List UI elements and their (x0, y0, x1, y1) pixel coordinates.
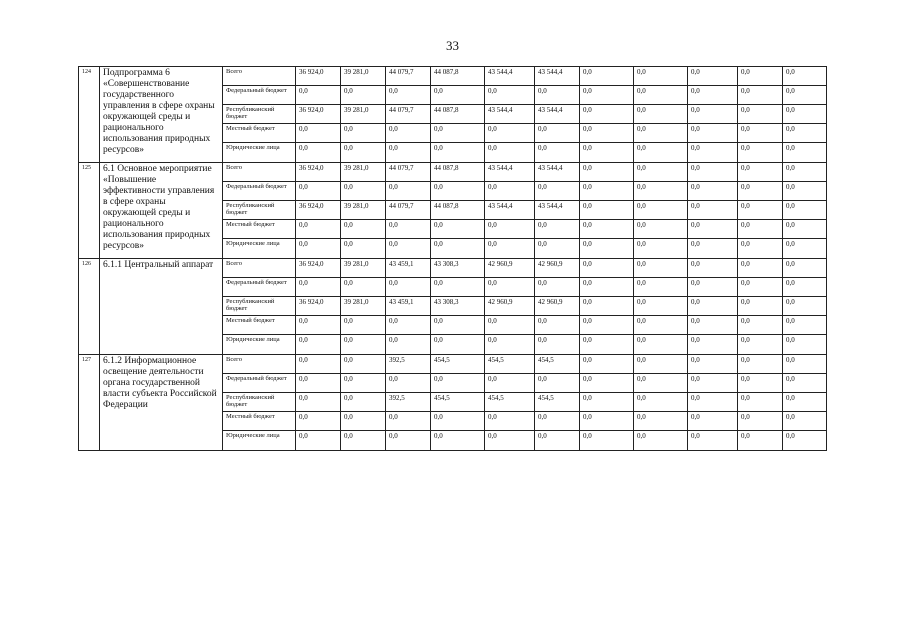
amount-cell: 0,0 (431, 182, 485, 201)
amount-cell: 454,5 (431, 355, 485, 374)
amount-cell: 0,0 (783, 201, 827, 220)
amount-cell: 0,0 (535, 86, 580, 105)
amount-cell: 0,0 (783, 124, 827, 143)
amount-cell: 44 079,7 (386, 67, 431, 86)
amount-cell: 0,0 (738, 355, 783, 374)
amount-cell: 0,0 (688, 201, 738, 220)
amount-cell: 0,0 (688, 259, 738, 278)
amount-cell: 0,0 (431, 412, 485, 431)
table-row (79, 163, 827, 182)
amount-cell: 0,0 (296, 239, 341, 259)
amount-cell: 0,0 (783, 412, 827, 431)
amount-cell: 0,0 (738, 297, 783, 316)
amount-cell: 0,0 (688, 124, 738, 143)
amount-cell: 0,0 (341, 278, 386, 297)
amount-cell: 0,0 (431, 278, 485, 297)
funding-source: Всего (223, 163, 296, 182)
amount-cell: 0,0 (296, 355, 341, 374)
amount-cell: 0,0 (634, 412, 688, 431)
amount-cell: 0,0 (535, 335, 580, 355)
amount-cell: 0,0 (580, 297, 634, 316)
amount-cell: 0,0 (535, 316, 580, 335)
amount-cell: 43 544,4 (485, 201, 535, 220)
amount-cell: 44 087,8 (431, 67, 485, 86)
amount-cell: 0,0 (386, 412, 431, 431)
amount-cell: 0,0 (634, 297, 688, 316)
amount-cell: 0,0 (688, 278, 738, 297)
amount-cell: 0,0 (634, 201, 688, 220)
amount-cell: 0,0 (386, 124, 431, 143)
amount-cell: 0,0 (296, 374, 341, 393)
amount-cell: 0,0 (688, 86, 738, 105)
amount-cell: 0,0 (535, 124, 580, 143)
amount-cell: 0,0 (296, 335, 341, 355)
amount-cell: 0,0 (535, 412, 580, 431)
amount-cell: 0,0 (431, 335, 485, 355)
amount-cell: 0,0 (783, 182, 827, 201)
amount-cell: 0,0 (580, 355, 634, 374)
amount-cell: 0,0 (738, 67, 783, 86)
amount-cell: 0,0 (341, 239, 386, 259)
amount-cell: 0,0 (634, 86, 688, 105)
table-row (79, 259, 827, 278)
funding-source: Местный бюджет (223, 124, 296, 143)
funding-source: Юридические лица (223, 431, 296, 451)
amount-cell: 42 960,9 (485, 259, 535, 278)
amount-cell: 44 087,8 (431, 201, 485, 220)
amount-cell: 0,0 (688, 374, 738, 393)
amount-cell: 0,0 (341, 374, 386, 393)
amount-cell: 43 544,4 (535, 163, 580, 182)
amount-cell: 0,0 (535, 239, 580, 259)
amount-cell: 39 281,0 (341, 163, 386, 182)
amount-cell: 39 281,0 (341, 201, 386, 220)
amount-cell: 0,0 (296, 182, 341, 201)
amount-cell: 0,0 (783, 67, 827, 86)
amount-cell: 0,0 (634, 316, 688, 335)
amount-cell: 39 281,0 (341, 297, 386, 316)
amount-cell: 0,0 (485, 412, 535, 431)
amount-cell: 0,0 (634, 67, 688, 86)
amount-cell: 0,0 (634, 163, 688, 182)
amount-cell: 44 079,7 (386, 163, 431, 182)
amount-cell: 0,0 (783, 393, 827, 412)
row-number: 124 (79, 67, 100, 163)
amount-cell: 0,0 (296, 143, 341, 163)
amount-cell: 0,0 (386, 374, 431, 393)
amount-cell: 0,0 (341, 86, 386, 105)
amount-cell: 42 960,9 (535, 259, 580, 278)
amount-cell: 0,0 (634, 239, 688, 259)
amount-cell: 0,0 (783, 316, 827, 335)
amount-cell: 0,0 (386, 431, 431, 451)
amount-cell: 0,0 (580, 201, 634, 220)
funding-source: Республиканский бюджет (223, 201, 296, 220)
amount-cell: 0,0 (738, 105, 783, 124)
funding-source: Всего (223, 259, 296, 278)
amount-cell: 0,0 (431, 143, 485, 163)
amount-cell: 44 087,8 (431, 163, 485, 182)
amount-cell: 36 924,0 (296, 201, 341, 220)
amount-cell: 454,5 (535, 355, 580, 374)
amount-cell: 0,0 (580, 393, 634, 412)
program-name: 6.1.2 Информационное освещение деятельности органа государственной власти субъекта Российской Федерации (100, 355, 223, 451)
funding-source: Республиканский бюджет (223, 393, 296, 412)
amount-cell: 0,0 (634, 220, 688, 239)
amount-cell: 36 924,0 (296, 67, 341, 86)
amount-cell: 0,0 (386, 335, 431, 355)
program-name: 6.1.1 Центральный аппарат (100, 259, 223, 355)
page-number: 33 (446, 38, 459, 53)
amount-cell: 39 281,0 (341, 259, 386, 278)
amount-cell: 0,0 (634, 124, 688, 143)
funding-source: Федеральный бюджет (223, 182, 296, 201)
funding-source: Юридические лица (223, 143, 296, 163)
amount-cell: 0,0 (580, 259, 634, 278)
amount-cell: 0,0 (738, 335, 783, 355)
amount-cell: 43 459,1 (386, 297, 431, 316)
amount-cell: 0,0 (580, 143, 634, 163)
amount-cell: 0,0 (634, 374, 688, 393)
amount-cell: 0,0 (783, 374, 827, 393)
amount-cell: 0,0 (431, 124, 485, 143)
amount-cell: 0,0 (341, 355, 386, 374)
amount-cell: 0,0 (738, 412, 783, 431)
amount-cell: 0,0 (341, 182, 386, 201)
amount-cell: 0,0 (580, 239, 634, 259)
amount-cell: 0,0 (580, 335, 634, 355)
amount-cell: 0,0 (634, 393, 688, 412)
amount-cell: 0,0 (783, 431, 827, 451)
amount-cell: 44 079,7 (386, 105, 431, 124)
amount-cell: 0,0 (341, 220, 386, 239)
amount-cell: 0,0 (485, 431, 535, 451)
amount-cell: 0,0 (386, 143, 431, 163)
row-number: 126 (79, 259, 100, 355)
amount-cell: 0,0 (431, 374, 485, 393)
amount-cell: 0,0 (341, 431, 386, 451)
amount-cell: 43 544,4 (535, 105, 580, 124)
amount-cell: 0,0 (634, 335, 688, 355)
amount-cell: 0,0 (783, 143, 827, 163)
amount-cell: 0,0 (386, 278, 431, 297)
amount-cell: 0,0 (431, 431, 485, 451)
amount-cell: 0,0 (296, 412, 341, 431)
amount-cell: 0,0 (580, 374, 634, 393)
amount-cell: 44 087,8 (431, 105, 485, 124)
amount-cell: 0,0 (485, 335, 535, 355)
amount-cell: 0,0 (634, 182, 688, 201)
table-row (79, 67, 827, 86)
amount-cell: 39 281,0 (341, 67, 386, 86)
amount-cell: 0,0 (535, 431, 580, 451)
amount-cell: 0,0 (296, 278, 341, 297)
table-row (79, 355, 827, 374)
funding-source: Федеральный бюджет (223, 86, 296, 105)
amount-cell: 454,5 (485, 393, 535, 412)
amount-cell: 43 308,3 (431, 259, 485, 278)
amount-cell: 42 960,9 (485, 297, 535, 316)
amount-cell: 0,0 (783, 105, 827, 124)
amount-cell: 0,0 (485, 278, 535, 297)
amount-cell: 0,0 (341, 124, 386, 143)
amount-cell: 36 924,0 (296, 297, 341, 316)
amount-cell: 39 281,0 (341, 105, 386, 124)
amount-cell: 0,0 (296, 316, 341, 335)
amount-cell: 0,0 (783, 335, 827, 355)
amount-cell: 0,0 (341, 393, 386, 412)
amount-cell: 0,0 (738, 259, 783, 278)
amount-cell: 0,0 (580, 105, 634, 124)
amount-cell: 0,0 (783, 355, 827, 374)
amount-cell: 0,0 (688, 182, 738, 201)
amount-cell: 0,0 (688, 220, 738, 239)
amount-cell: 0,0 (783, 86, 827, 105)
funding-source: Всего (223, 355, 296, 374)
amount-cell: 392,5 (386, 355, 431, 374)
amount-cell: 0,0 (296, 393, 341, 412)
amount-cell: 0,0 (386, 182, 431, 201)
amount-cell: 0,0 (783, 163, 827, 182)
amount-cell: 0,0 (738, 220, 783, 239)
funding-source: Федеральный бюджет (223, 278, 296, 297)
amount-cell: 0,0 (580, 431, 634, 451)
amount-cell: 43 308,3 (431, 297, 485, 316)
amount-cell: 0,0 (688, 143, 738, 163)
amount-cell: 0,0 (688, 67, 738, 86)
amount-cell: 0,0 (296, 431, 341, 451)
funding-source: Местный бюджет (223, 316, 296, 335)
amount-cell: 0,0 (738, 278, 783, 297)
amount-cell: 0,0 (580, 412, 634, 431)
amount-cell: 0,0 (580, 67, 634, 86)
amount-cell: 43 544,4 (485, 163, 535, 182)
amount-cell: 0,0 (296, 220, 341, 239)
amount-cell: 0,0 (535, 374, 580, 393)
amount-cell: 0,0 (341, 316, 386, 335)
amount-cell: 0,0 (296, 86, 341, 105)
amount-cell: 0,0 (535, 143, 580, 163)
amount-cell: 0,0 (634, 278, 688, 297)
amount-cell: 0,0 (688, 163, 738, 182)
funding-source: Федеральный бюджет (223, 374, 296, 393)
amount-cell: 43 544,4 (535, 201, 580, 220)
amount-cell: 0,0 (485, 316, 535, 335)
amount-cell: 0,0 (738, 393, 783, 412)
program-name: 6.1 Основное мероприятие «Повышение эффективности управления в сфере охраны окружающей среды и рационального использования природных ресурсов» (100, 163, 223, 259)
amount-cell: 0,0 (341, 335, 386, 355)
amount-cell: 0,0 (738, 374, 783, 393)
amount-cell: 43 544,4 (535, 67, 580, 86)
amount-cell: 0,0 (580, 124, 634, 143)
amount-cell: 0,0 (485, 374, 535, 393)
amount-cell: 454,5 (485, 355, 535, 374)
amount-cell: 36 924,0 (296, 163, 341, 182)
amount-cell: 0,0 (485, 220, 535, 239)
amount-cell: 0,0 (738, 143, 783, 163)
amount-cell: 0,0 (485, 239, 535, 259)
funding-source: Всего (223, 67, 296, 86)
amount-cell: 0,0 (738, 163, 783, 182)
amount-cell: 0,0 (688, 297, 738, 316)
amount-cell: 0,0 (738, 86, 783, 105)
amount-cell: 0,0 (634, 143, 688, 163)
amount-cell: 0,0 (485, 124, 535, 143)
amount-cell: 0,0 (580, 182, 634, 201)
amount-cell: 0,0 (688, 412, 738, 431)
amount-cell: 0,0 (634, 355, 688, 374)
row-number: 127 (79, 355, 100, 451)
amount-cell: 0,0 (738, 201, 783, 220)
amount-cell: 0,0 (688, 316, 738, 335)
amount-cell: 0,0 (738, 431, 783, 451)
amount-cell: 0,0 (386, 86, 431, 105)
amount-cell: 0,0 (783, 297, 827, 316)
program-name: Подпрограмма 6 «Совершенствование государственного управления в сфере охраны окружающей среды и рационального использования природных ресурсов» (100, 67, 223, 163)
amount-cell: 0,0 (634, 431, 688, 451)
amount-cell: 44 079,7 (386, 201, 431, 220)
amount-cell: 0,0 (634, 259, 688, 278)
funding-source: Республиканский бюджет (223, 105, 296, 124)
amount-cell: 454,5 (431, 393, 485, 412)
amount-cell: 0,0 (688, 335, 738, 355)
amount-cell: 43 459,1 (386, 259, 431, 278)
funding-source: Республиканский бюджет (223, 297, 296, 316)
amount-cell: 0,0 (431, 239, 485, 259)
amount-cell: 0,0 (580, 316, 634, 335)
amount-cell: 0,0 (688, 355, 738, 374)
amount-cell: 0,0 (485, 182, 535, 201)
amount-cell: 0,0 (738, 124, 783, 143)
funding-source: Юридические лица (223, 239, 296, 259)
amount-cell: 0,0 (535, 182, 580, 201)
row-number: 125 (79, 163, 100, 259)
amount-cell: 0,0 (341, 412, 386, 431)
amount-cell: 0,0 (580, 86, 634, 105)
amount-cell: 0,0 (485, 86, 535, 105)
amount-cell: 0,0 (431, 220, 485, 239)
amount-cell: 0,0 (535, 278, 580, 297)
funding-source: Местный бюджет (223, 412, 296, 431)
amount-cell: 0,0 (688, 431, 738, 451)
amount-cell: 0,0 (783, 259, 827, 278)
amount-cell: 0,0 (386, 239, 431, 259)
amount-cell: 0,0 (738, 182, 783, 201)
amount-cell: 36 924,0 (296, 105, 341, 124)
amount-cell: 392,5 (386, 393, 431, 412)
amount-cell: 0,0 (634, 105, 688, 124)
amount-cell: 0,0 (688, 105, 738, 124)
amount-cell: 0,0 (688, 239, 738, 259)
amount-cell: 0,0 (341, 143, 386, 163)
amount-cell: 0,0 (296, 124, 341, 143)
amount-cell: 0,0 (580, 220, 634, 239)
amount-cell: 0,0 (738, 316, 783, 335)
amount-cell: 43 544,4 (485, 105, 535, 124)
funding-source: Местный бюджет (223, 220, 296, 239)
amount-cell: 42 960,9 (535, 297, 580, 316)
amount-cell: 36 924,0 (296, 259, 341, 278)
amount-cell: 0,0 (738, 239, 783, 259)
table-body (79, 67, 827, 451)
amount-cell: 0,0 (431, 86, 485, 105)
amount-cell: 0,0 (580, 278, 634, 297)
amount-cell: 0,0 (783, 278, 827, 297)
amount-cell: 0,0 (783, 239, 827, 259)
amount-cell: 0,0 (783, 220, 827, 239)
amount-cell: 0,0 (485, 143, 535, 163)
amount-cell: 0,0 (580, 163, 634, 182)
amount-cell: 0,0 (688, 393, 738, 412)
amount-cell: 0,0 (386, 316, 431, 335)
budget-table (78, 66, 827, 451)
funding-source: Юридические лица (223, 335, 296, 355)
amount-cell: 0,0 (431, 316, 485, 335)
amount-cell: 0,0 (386, 220, 431, 239)
amount-cell: 454,5 (535, 393, 580, 412)
amount-cell: 0,0 (535, 220, 580, 239)
amount-cell: 43 544,4 (485, 67, 535, 86)
